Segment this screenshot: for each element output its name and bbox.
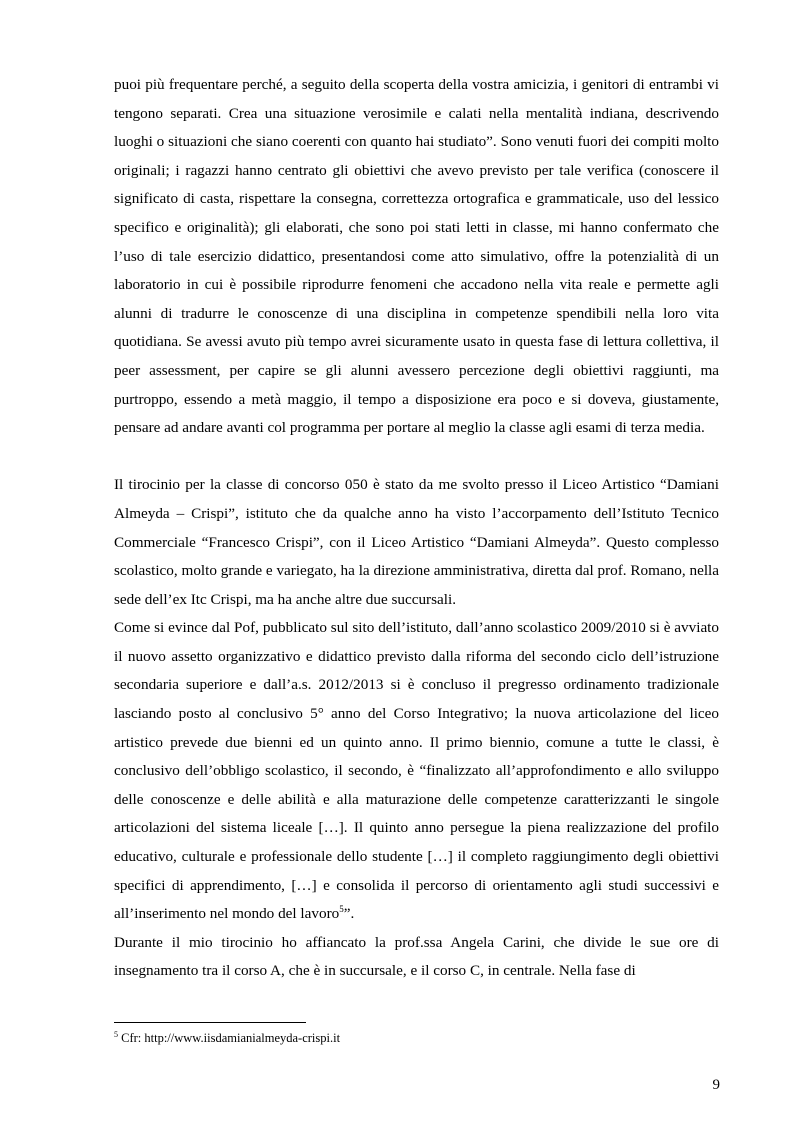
paragraph-internship-school: Il tirocinio per la classe di concorso 050 è stato da me svolto presso il Liceo Artistico “Damiani Almeyda – Crispi”, istituto che da qualche anno ha visto l’accorpamento dell’Istituto Tecnico Commerciale “Francesco Crispi”, con il Liceo Artistico “Damiani Almeyda”. Questo complesso scolastico, molto grande e variegato, ha la direzione amministrativa, diretta dal prof. Romano, nella sede dell’ex Itc Crispi, ma ha anche altre due succursali. <box>114 476 719 608</box>
quote-closing: ”. <box>343 905 355 923</box>
paragraph-pof-text: Come si evince dal Pof, pubblicato sul sito dell’istituto, dall’anno scolastico 2009/2010 si è avviato il nuovo assetto organizzativo e didattico previsto dalla riforma del secondo ciclo dell’istruzione secondaria superiore e dall’a.s. 2012/2013 si è concluso il pregresso ordinamento tradizionale lasciando posto al conclusivo 5° anno del Corso Integrativo; la nuova articolazione del liceo artistico prevede due bienni ed un quinto anno. Il primo biennio, comune a tutte le classi, è conclusivo dell’obbligo scolastico, il secondo, è “finalizzato all’approfondimento e allo sviluppo delle conoscenze e delle abilità e alla maturazione delle competenze caratterizzanti le singole articolazioni del sistema liceale […]. Il quinto anno persegue la piena realizzazione del profilo educativo, culturale e professionale dello studente […] il completo raggiungimento degli obiettivi specifici di apprendimento, […] e consolida il percorso di orientamento agli studi successivi e all’inserimento nel mondo del lavoro <box>114 619 719 923</box>
footnote-reference: 5 <box>339 904 344 915</box>
page-body <box>114 71 719 986</box>
page-number: 9 <box>712 1077 720 1093</box>
footnote <box>114 1030 340 1046</box>
footnote-text: Cfr: http://www.iisdamianialmeyda-crispi.it <box>118 1031 341 1045</box>
paragraph-tutor: Durante il mio tirocinio ho affiancato la prof.ssa Angela Carini, che divide le sue ore di insegnamento tra il corso A, che è in succursale, e il corso C, in centrale. Nella fase di <box>114 933 719 980</box>
paragraph-pof-reform <box>114 614 719 929</box>
footnote-separator <box>114 1022 306 1023</box>
footnote-mark: 5 <box>114 1029 118 1039</box>
paragraph-india-assignment: puoi più frequentare perché, a seguito della scoperta della vostra amicizia, i genitori di entrambi vi tengono separati. Crea una situazione verosimile e calati nella mentalità indiana, descrivendo luoghi o situazioni che siano coerenti con quanto hai studiato”. Sono venuti fuori dei compiti molto originali; i ragazzi hanno centrato gli obiettivi che avevo previsto per tale verifica (conoscere il significato di casta, rispettare la consegna, correttezza ortografica e grammaticale, uso del lessico specifico e originalità); gli elaborati, che sono poi stati letti in classe, mi hanno confermato che l’uso di tale esercizio didattico, presentandosi come atto simulativo, offre la potenzialità di un laboratorio in cui è possibile riprodurre fenomeni che accadono nella vita reale e permette agli alunni di tradurre le conoscenze di una disciplina in competenze spendibili nella loro vita quotidiana. Se avessi avuto più tempo avrei sicuramente usato in questa fase di lettura collettiva, il peer assessment, per capire se gli alunni avessero percezione degli obiettivi raggiunti, ma purtroppo, essendo a metà maggio, il tempo a disposizione era poco e si doveva, giustamente, pensare ad andare avanti col programma per portare al meglio la classe agli esami di terza media. <box>114 76 719 437</box>
